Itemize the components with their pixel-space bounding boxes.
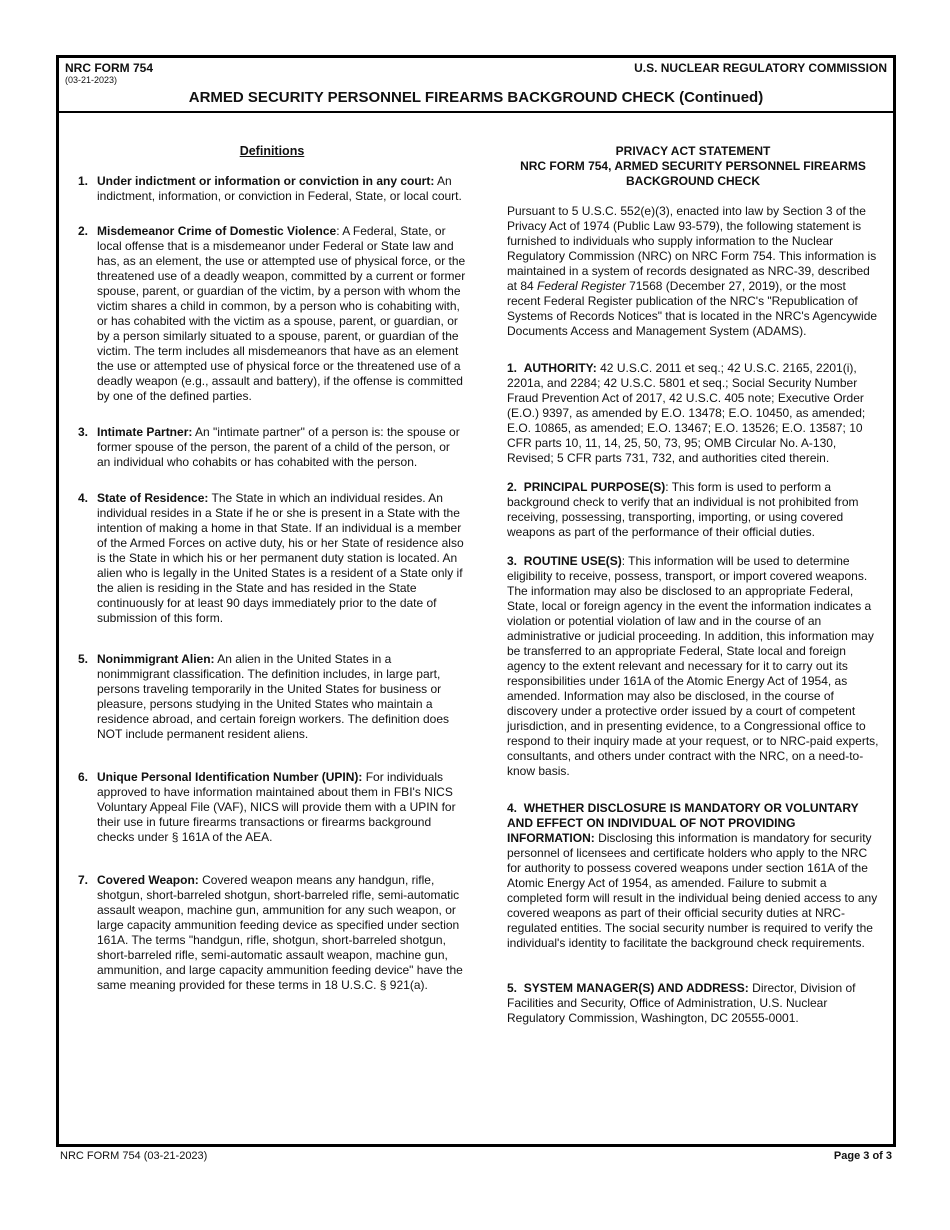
section-heading: AUTHORITY: [523, 361, 597, 375]
definition-item [78, 770, 466, 845]
definition-term: Under indictment or information or conviction in any court: [97, 174, 435, 188]
section-heading: SYSTEM MANAGER(S) AND ADDRESS: [523, 981, 749, 995]
privacy-intro: Pursuant to 5 U.S.C. 552(e)(3), enacted into law by Section 3 of the Privacy Act of 1974 (Public Law 93-579), the following statement is furnished to individuals who supply information to the Nuclear Regulatory Commission (NRC) on NRC Form 754. This information is maintained in a system of records designated as NRC-39, described at 84 Federal Register 71568 (December 27, 2019), or the most recent Federal Register publication of the NRC's "Republication of Systems of Records Notices" that is located in the NRC's Agencywide Documents Access and Management System (ADAMS). [507, 204, 878, 338]
definition-term: Unique Personal Identification Number (UPIN): [97, 770, 363, 784]
section-number: 4. [507, 801, 518, 815]
section-text: : This form is used to perform a background check to verify that an individual is not prohibited from receiving, possessing, transporting, importing, or using covered weapons as part of the performance of their official duties. [507, 480, 859, 539]
definition-number: 6. [78, 770, 89, 784]
section-text: 42 U.S.C. 2011 et seq.; 42 U.S.C. 2165, 2201(i), 2201a, and 2284; 42 U.S.C. 5801 et seq.; Social Security Number Fraud Prevention Act of 2017, 42 U.S.C. 405 note; Executive Order (E.O.) 9397, as amended by E.O. 13478; E.O. 10450, as amended; E.O. 10865, as amended; E.O. 13467; E.O. 13526; E.O. 13587; 10 CFR parts 10, 11, 14, 25, 50, 73, 95; OMB Circular No. A-130, Revised; 5 CFR parts 731, 732, and authorities cited therein. [507, 361, 866, 465]
definitions-section [78, 144, 466, 993]
definition-term: State of Residence: [97, 491, 209, 505]
definition-term: Nonimmigrant Alien: [97, 652, 215, 666]
definition-item [78, 174, 466, 204]
form-header [59, 58, 893, 113]
definition-number: 1. [78, 174, 89, 188]
page-number: Page 3 of 3 [833, 1150, 892, 1162]
privacy-section [507, 981, 879, 1026]
definition-number: 2. [78, 224, 89, 238]
privacy-section [507, 554, 879, 779]
federal-register-italic: Federal Register [537, 279, 626, 293]
privacy-act-section [507, 144, 879, 1026]
section-heading: WHETHER DISCLOSURE IS MANDATORY OR VOLUNTARY AND EFFECT ON INDIVIDUAL OF NOT PROVIDING INFORMATION: [507, 801, 859, 845]
definition-text: For individuals approved to have information maintained about them in FBI's NICS Voluntary Appeal File (VAF), NICS will provide them with a UPIN for their use in future firearms transactions or firearms background checks under § 161A of the AEA. [97, 770, 456, 844]
section-heading: PRINCIPAL PURPOSE(S) [523, 480, 666, 494]
definitions-heading: Definitions [239, 144, 305, 158]
form-title: ARMED SECURITY PERSONNEL FIREARMS BACKGROUND CHECK (Continued) [188, 89, 764, 106]
definition-text: An "intimate partner" of a person is: the spouse or former spouse of the person, the parent of a child of the person, or an individual who cohabits or has cohabited with the person. [97, 425, 460, 469]
privacy-section [507, 361, 879, 466]
agency-name: U.S. NUCLEAR REGULATORY COMMISSION [634, 61, 887, 75]
section-number: 2. [507, 480, 518, 494]
definition-text: : A Federal, State, or local offense that is a misdemeanor under Federal or State law and has, as an element, the use or attempted use of physical force, or the threatened use of a deadly weapon, committed by a current or former spouse, parent, or guardian of the victim, by a person with whom the victim shares a child in common, by a person who is cohabiting with, or has cohabited with the victim as a spouse, parent, or guardian, or by a person similarly situated to a spouse, parent, or guardian of the victim. The term includes all misdemeanors that have as an element the use or attempted use of physical force or the threatened use of a deadly weapon (e.g., assault and battery), if the offense is committed by one of the defined parties. [97, 224, 466, 403]
definition-term: Intimate Partner: [97, 425, 193, 439]
section-text: : This information will be used to determine eligibility to receive, possess, transport, or import covered weapons. The information may also be disclosed to an appropriate Federal, State, local or foreign agency in the event the information indicates a violation or potential violation of law and in the course of an administrative or judicial proceeding. In addition, this information may be transferred to an appropriate Federal, State local and foreign agency to the extent relevant and necessary for it to carry out its responsibilities under 161A of the Atomic Energy Act of 1954, as amended. Information may also be disclosed, in the course of discovery under a protective order issued by a court of competent jurisdiction, and in presenting evidence, to a Congressional office to respond to their inquiry made at your request, or to NRC-paid experts, consultants, and others under contract with the NRC, on a need-to-know basis. [507, 554, 879, 778]
section-number: 5. [507, 981, 518, 995]
privacy-heading-line1: PRIVACY ACT STATEMENT [615, 144, 771, 158]
definition-item [78, 425, 466, 470]
section-heading: ROUTINE USE(S) [523, 554, 622, 568]
privacy-section [507, 480, 879, 540]
section-text: Disclosing this information is mandatory for security personnel of licensees and certificate holders who apply to the NRC for authority to possess covered weapons under section 161A of the Atomic Energy Act of 1954, as amended. Failure to submit a completed form will result in the individual being denied access to any covered weapons as part of their official security duties at NRC-regulated entities. The social security number is required to verify the individual's identity to facilitate the background check requirements. [507, 831, 878, 950]
definition-item [78, 224, 466, 404]
definition-item [78, 652, 466, 742]
definition-number: 7. [78, 873, 89, 887]
definition-text: An alien in the United States in a nonimmigrant classification. The definition includes, in large part, persons traveling temporarily in the United States for business or pleasure, persons studying in the United States who maintain a residence abroad, and certain foreign workers. The definition does NOT include permanent resident aliens. [97, 652, 449, 741]
definition-term: Covered Weapon: [97, 873, 199, 887]
definition-number: 3. [78, 425, 89, 439]
definition-text: The State in which an individual resides. An individual resides in a State if he or she is present in a State with the intention of making a home in that State. If an individual is a member of the Armed Forces on active duty, his or her State of residence also is the State in which his or her permanent duty station is located. An alien who is legally in the United States is a resident of a State only if the alien is residing in the State and has resided in the State continuously for at least 90 days immediately prior to the date of submission of this form. [97, 491, 464, 625]
definition-item [78, 873, 466, 993]
definition-number: 5. [78, 652, 89, 666]
form-id: NRC FORM 754 [65, 61, 154, 75]
section-text: Director, Division of Facilities and Security, Office of Administration, U.S. Nuclear Regulatory Commission, Washington, DC 20555-0001. [507, 981, 856, 1025]
definition-text: Covered weapon means any handgun, rifle, shotgun, short-barreled shotgun, short-barreled rifle, semi-automatic assault weapon, machine gun, ammunition for any such weapon, or large capacity ammunition feeding device as specified under section 161A. The terms "handgun, rifle, shotgun, short-barreled shotgun, short-barreled rifle, semi-automatic assault weapon, machine gun, ammunition, and large capacity ammunition feeding device" have the same meaning provided for these terms in 18 U.S.C. § 921(a). [97, 873, 463, 992]
definition-term: Misdemeanor Crime of Domestic Violence [97, 224, 337, 238]
footer-form-id: NRC FORM 754 (03-21-2023) [60, 1150, 208, 1162]
definition-text: An indictment, information, or conviction in Federal, State, or local court. [97, 174, 462, 203]
privacy-section [507, 801, 879, 951]
form-date: (03-21-2023) [65, 75, 118, 85]
privacy-heading [507, 144, 879, 189]
definition-number: 4. [78, 491, 89, 505]
section-number: 1. [507, 361, 518, 375]
definition-item [78, 491, 466, 626]
privacy-heading-line2: NRC FORM 754, ARMED SECURITY PERSONNEL FIREARMS BACKGROUND CHECK [520, 159, 866, 188]
form-frame [56, 55, 896, 1147]
section-number: 3. [507, 554, 518, 568]
